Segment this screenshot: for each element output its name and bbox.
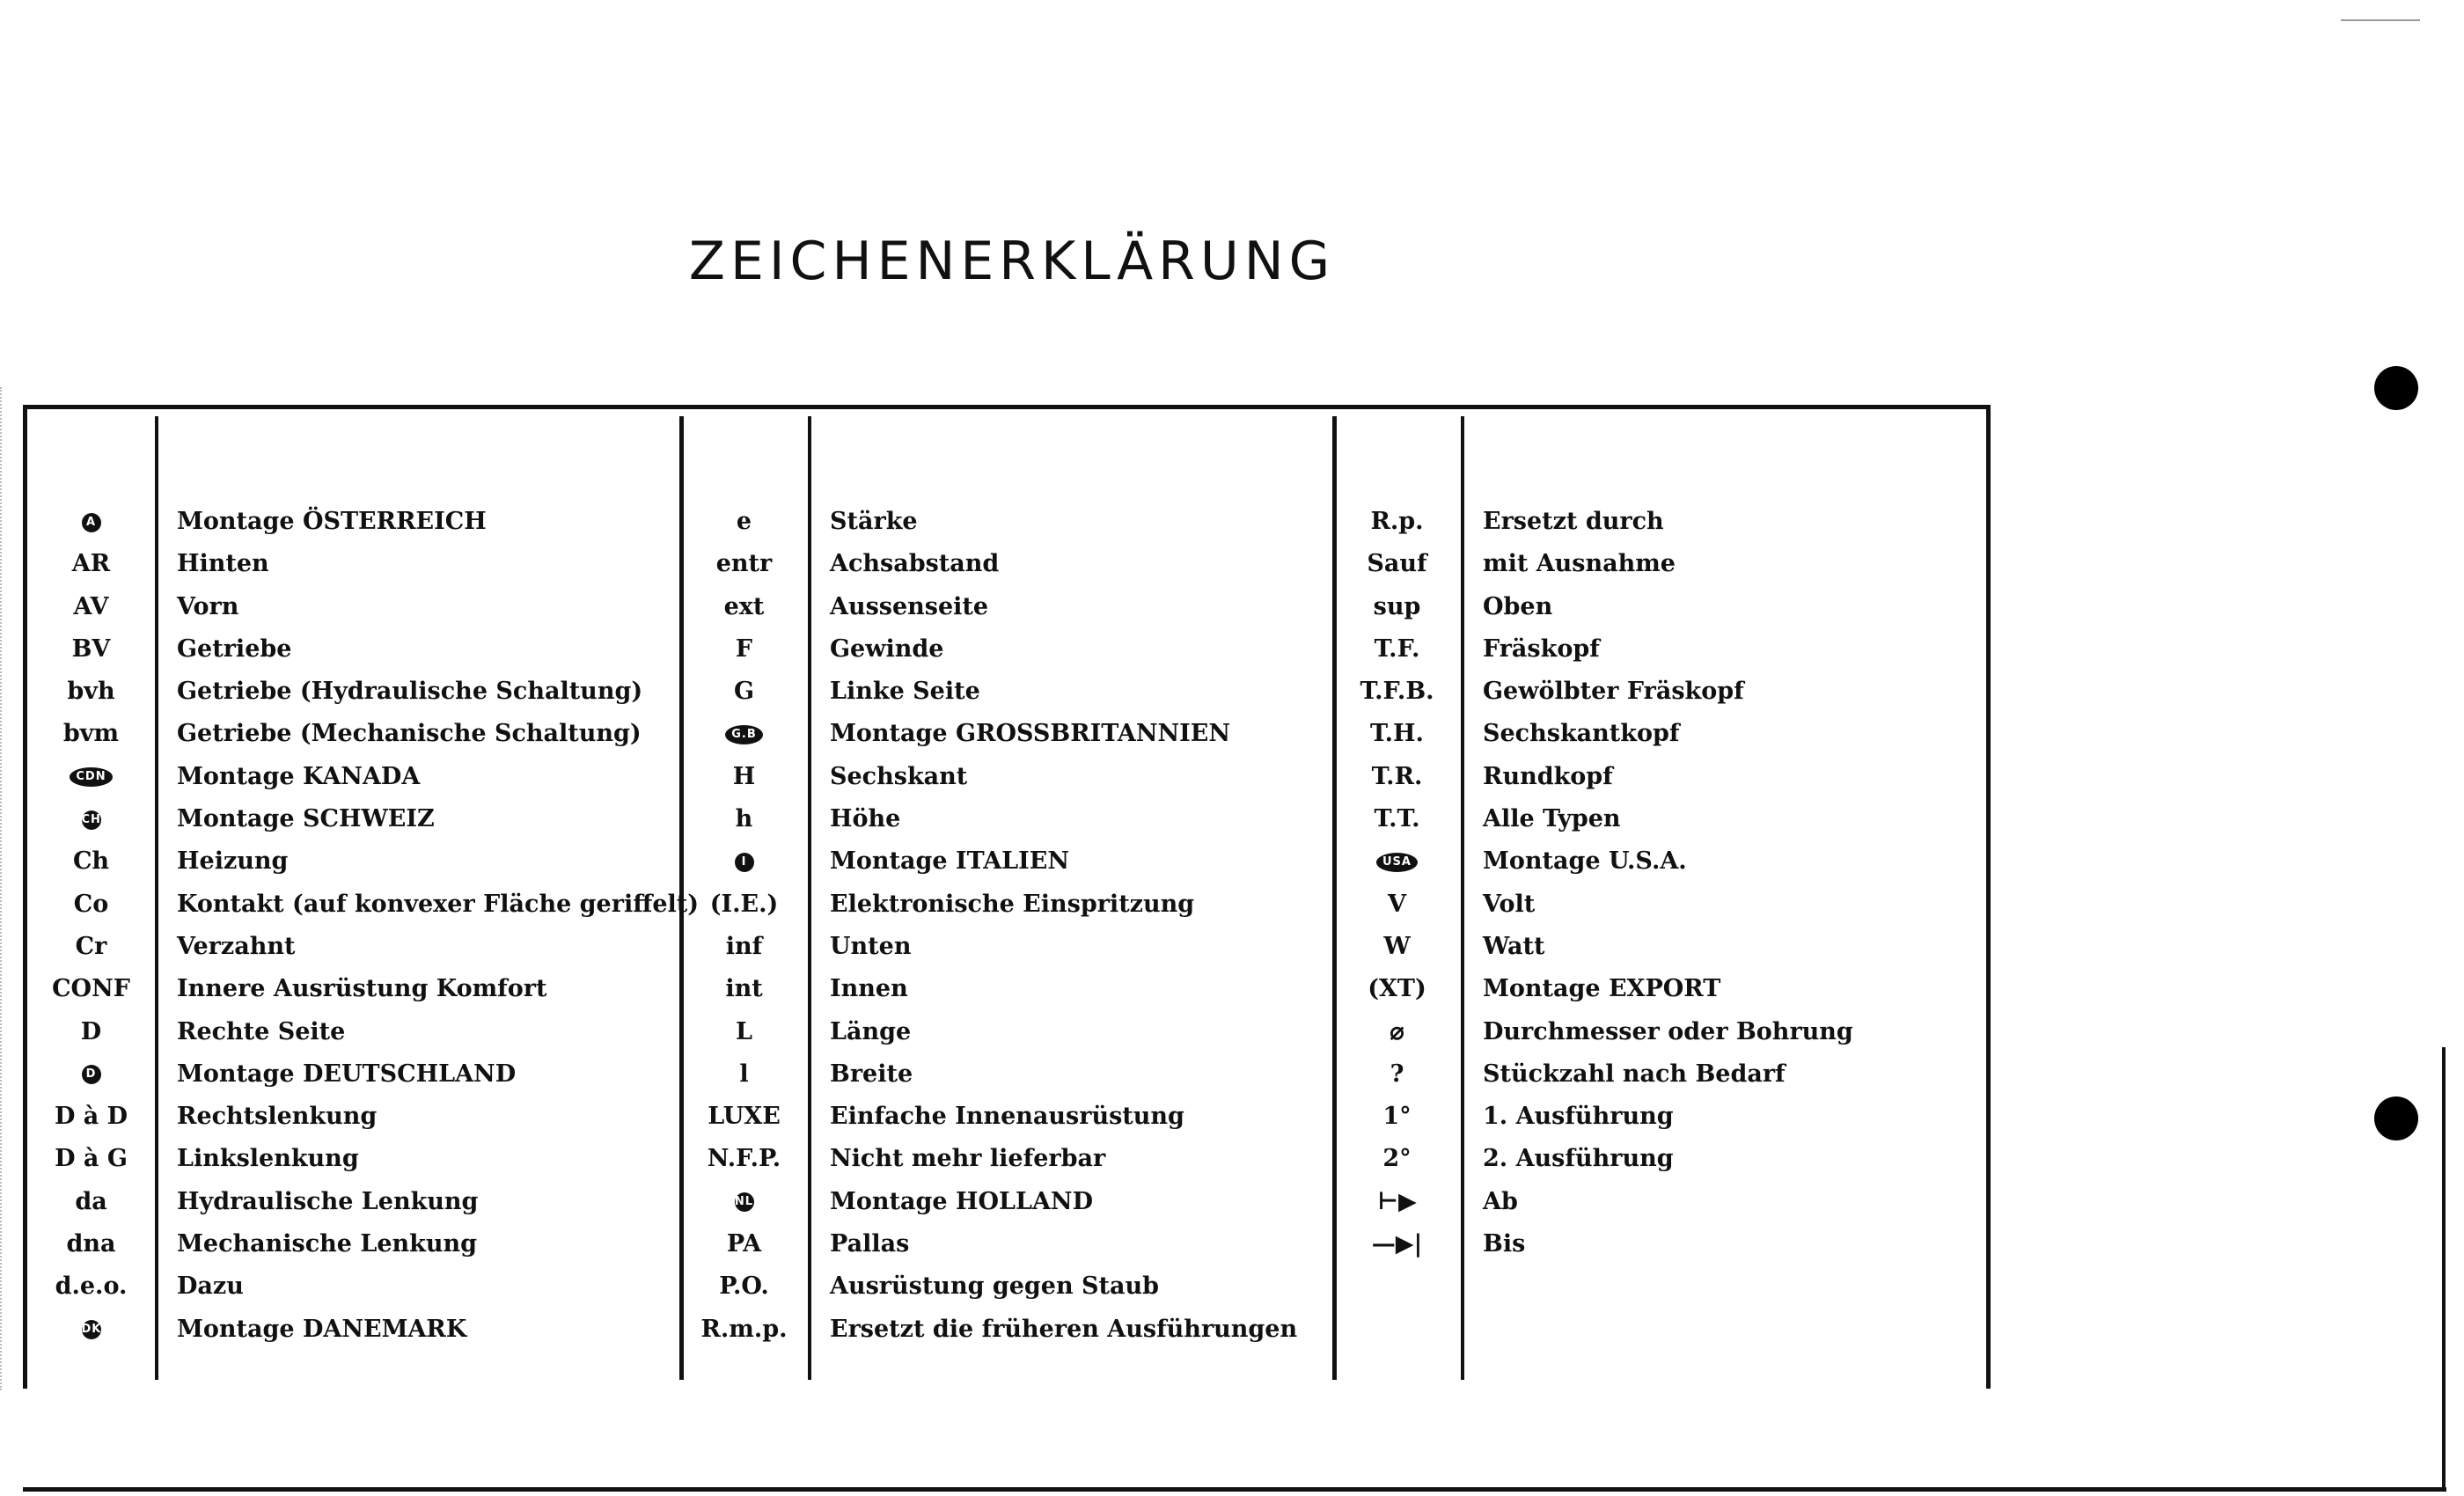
legend-description: Unten — [830, 932, 912, 960]
legend-description: Bis — [1483, 1230, 1526, 1258]
legend-abbreviation: int — [725, 975, 763, 1003]
legend-description: Montage ÖSTERREICH — [177, 508, 487, 535]
country-badge-icon: CDN — [70, 767, 112, 787]
legend-description: Sechskantkopf — [1483, 720, 1680, 748]
legend-description: Aussenseite — [830, 592, 989, 620]
legend-abbreviation: F — [735, 634, 753, 663]
legend-description: Getriebe (Mechanische Schaltung) — [177, 720, 642, 748]
legend-abbreviation: V — [1388, 890, 1406, 918]
legend-abbreviation: T.F. — [1374, 634, 1420, 663]
legend-abbreviation: bvh — [67, 678, 115, 706]
country-badge-icon: NL — [735, 1192, 754, 1212]
punch-hole-top — [2374, 366, 2418, 410]
legend-description: mit Ausnahme — [1483, 550, 1676, 578]
legend-abbreviation: D — [80, 1017, 102, 1045]
legend-abbreviation: T.R. — [1371, 762, 1423, 790]
legend-abbreviation: L — [736, 1017, 752, 1045]
legend-abbreviation: inf — [725, 932, 763, 960]
legend-description: Sechskant — [830, 762, 968, 790]
legend-description: Rundkopf — [1483, 762, 1613, 790]
legend-abbreviation: P.O. — [719, 1272, 769, 1301]
legend-abbreviation: N.F.P. — [707, 1145, 781, 1173]
legend-abbreviation: ? — [1390, 1060, 1404, 1088]
legend-description: Montage GROSSBRITANNIEN — [830, 720, 1231, 748]
country-badge-icon: A — [82, 513, 101, 532]
country-badge-icon: USA — [1376, 853, 1418, 872]
legend-description: Länge — [830, 1017, 912, 1045]
legend-description: Ersetzt durch — [1483, 508, 1664, 535]
legend-description: 2. Ausführung — [1483, 1145, 1674, 1173]
legend-abbreviation: D à G — [55, 1145, 128, 1173]
page-title: ZEICHENERKLÄRUNG — [688, 231, 1336, 292]
column-divider — [808, 416, 811, 1380]
legend-abbreviation: Sauf — [1367, 550, 1427, 578]
legend-abbreviation — [1333, 847, 1461, 875]
legend-abbreviation: l — [739, 1060, 749, 1088]
legend-description: Hydraulische Lenkung — [177, 1187, 479, 1215]
legend-abbreviation: sup — [1373, 592, 1421, 620]
legend-abbreviation: 1° — [1382, 1103, 1412, 1131]
legend-abbreviation — [27, 805, 155, 832]
legend-abbreviation: bvm — [62, 720, 120, 748]
legend-description: Montage KANADA — [177, 762, 421, 790]
legend-description: Elektronische Einspritzung — [830, 890, 1195, 918]
country-badge-icon: D — [82, 1065, 101, 1084]
legend-abbreviation: T.T. — [1374, 805, 1420, 833]
legend-description: Watt — [1483, 932, 1545, 960]
legend-description: Hinten — [177, 550, 269, 578]
legend-abbreviation — [27, 1060, 155, 1088]
legend-abbreviation: H — [732, 762, 756, 790]
legend-description: Höhe — [830, 805, 901, 833]
legend-abbreviation: 2° — [1382, 1145, 1412, 1173]
legend-abbreviation — [27, 508, 155, 535]
legend-description: Montage EXPORT — [1483, 975, 1721, 1003]
legend-description: Stückzahl nach Bedarf — [1483, 1060, 1786, 1088]
legend-abbreviation: PA — [726, 1230, 762, 1258]
legend-description: Vorn — [177, 592, 239, 620]
legend-abbreviation: BV — [71, 634, 111, 663]
legend-description: Oben — [1483, 592, 1553, 620]
legend-description: Breite — [830, 1060, 913, 1088]
legend-description: Ersetzt die früheren Ausführungen — [830, 1315, 1298, 1343]
page-border-right — [2442, 1047, 2446, 1492]
legend-abbreviation: d.e.o. — [55, 1272, 128, 1301]
legend-abbreviation: AV — [73, 592, 109, 620]
country-badge-icon: G.B — [725, 725, 763, 744]
legend-description: Einfache Innenausrüstung — [830, 1103, 1184, 1131]
legend-description: Ab — [1483, 1187, 1518, 1215]
legend-abbreviation — [680, 720, 808, 747]
legend-description: Pallas — [830, 1230, 910, 1258]
legend-abbreviation: T.F.B. — [1360, 678, 1434, 706]
legend-description: Stärke — [830, 508, 918, 535]
legend-description: Gewinde — [830, 634, 944, 663]
legend-abbreviation: T.H. — [1370, 720, 1424, 748]
legend-abbreviation: da — [75, 1187, 107, 1215]
legend-description: Rechte Seite — [177, 1017, 346, 1045]
legend-description: Fräskopf — [1483, 634, 1600, 663]
legend-abbreviation: R.m.p. — [700, 1315, 788, 1343]
legend-abbreviation: e — [736, 508, 752, 535]
legend-description: Ausrüstung gegen Staub — [830, 1272, 1159, 1301]
legend-description: 1. Ausführung — [1483, 1103, 1674, 1131]
legend-description: Getriebe — [177, 634, 292, 663]
scan-mark — [2341, 19, 2420, 21]
legend-description: Heizung — [177, 847, 289, 876]
country-badge-icon: CH — [82, 810, 101, 830]
legend-abbreviation: —▶| — [1371, 1230, 1423, 1258]
legend-description: Linke Seite — [830, 678, 980, 706]
legend-description: Dazu — [177, 1272, 244, 1301]
legend-abbreviation: Ch — [72, 847, 110, 876]
legend-abbreviation: dna — [66, 1230, 116, 1258]
legend-description: Montage SCHWEIZ — [177, 805, 435, 833]
punch-hole-bottom — [2374, 1096, 2418, 1140]
legend-description: Innere Ausrüstung Komfort — [177, 975, 547, 1003]
legend-description: Getriebe (Hydraulische Schaltung) — [177, 678, 643, 706]
country-badge-icon: DK — [82, 1320, 101, 1339]
legend-description: Rechtslenkung — [177, 1103, 378, 1131]
legend-description: Montage DEUTSCHLAND — [177, 1060, 517, 1088]
column-divider — [1461, 416, 1464, 1380]
legend-abbreviation: LUXE — [708, 1103, 781, 1131]
legend-description: Verzahnt — [177, 932, 296, 960]
legend-description: Montage ITALIEN — [830, 847, 1070, 876]
legend-abbreviation: Cr — [75, 932, 107, 960]
column-divider — [155, 416, 158, 1380]
legend-abbreviation: Co — [73, 890, 109, 918]
legend-abbreviation — [680, 1188, 808, 1215]
scan-edge — [0, 387, 18, 1390]
legend-abbreviation: h — [735, 805, 753, 833]
legend-abbreviation: (I.E.) — [709, 890, 779, 918]
legend-description: Linkslenkung — [177, 1145, 359, 1173]
legend-description: Montage HOLLAND — [830, 1187, 1093, 1215]
legend-abbreviation — [27, 1316, 155, 1343]
page-border-bottom — [23, 1487, 2446, 1492]
legend-abbreviation: G — [733, 678, 755, 706]
legend-abbreviation: W — [1383, 932, 1411, 960]
legend-description: Montage U.S.A. — [1483, 847, 1687, 876]
legend-abbreviation: entr — [715, 550, 773, 578]
legend-description: Mechanische Lenkung — [177, 1230, 478, 1258]
legend-description: Volt — [1483, 890, 1536, 918]
legend-abbreviation: AR — [71, 550, 111, 578]
legend-abbreviation: CONF — [52, 975, 130, 1003]
legend-abbreviation: D à D — [54, 1103, 128, 1131]
legend-abbreviation: (XT) — [1368, 975, 1426, 1003]
country-badge-icon: I — [735, 853, 754, 872]
legend-description: Achsabstand — [830, 550, 1000, 578]
legend-abbreviation — [680, 847, 808, 875]
legend-description: Gewölbter Fräskopf — [1483, 678, 1744, 706]
legend-abbreviation: ⌀ — [1390, 1017, 1404, 1045]
legend-abbreviation — [27, 763, 155, 790]
legend-description: Durchmesser oder Bohrung — [1483, 1017, 1853, 1045]
legend-abbreviation: ⊢▶ — [1377, 1187, 1417, 1215]
legend-description: Montage DANEMARK — [177, 1315, 467, 1343]
legend-description: Nicht mehr lieferbar — [830, 1145, 1106, 1173]
legend-abbreviation: R.p. — [1370, 508, 1424, 535]
legend-description: Innen — [830, 975, 908, 1003]
legend-description: Alle Typen — [1483, 805, 1621, 833]
legend-description: Kontakt (auf konvexer Fläche geriffelt) — [177, 890, 700, 918]
legend-table — [23, 405, 1991, 1389]
legend-abbreviation: ext — [723, 592, 765, 620]
